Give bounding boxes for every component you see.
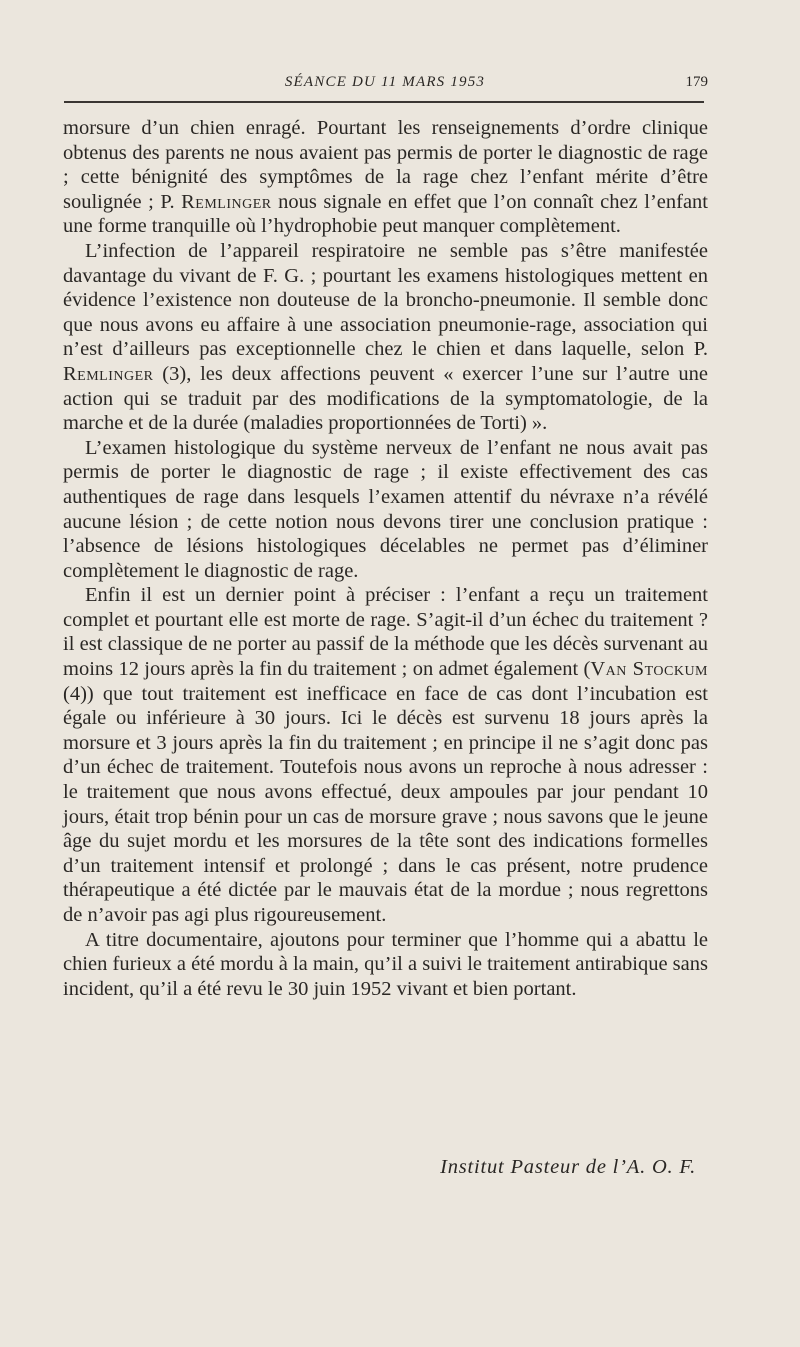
paragraph bbox=[63, 583, 708, 927]
body-text bbox=[63, 116, 708, 1001]
paragraph-text: morsure d’un chien enragé. Pourtant les renseignements d’ordre clinique obtenus des parents ne nous avaient pas permis de porter le diagnostic de rage ; cette bénignité des symptômes de la rage chez l’enfant mérite d’être soulignée ; P. bbox=[63, 117, 708, 213]
paragraph bbox=[63, 116, 708, 239]
page-header bbox=[62, 74, 708, 98]
author-name: Van Stockum bbox=[590, 658, 708, 681]
author-name: Remlinger bbox=[181, 190, 272, 213]
paragraph bbox=[63, 928, 708, 1002]
paragraph-text: nous signale en effet que l’on connaît chez l’enfant une forme tranquille où l’hydrophobie peut manquer complètement. bbox=[63, 190, 708, 238]
signature: Institut Pasteur de l’A. O. F. bbox=[440, 1156, 696, 1178]
paragraph-text: (3), les deux affections peuvent « exercer l’une sur l’autre une action qui se traduit par des modifications de la symptomatologie, de la marche et de la durée (maladies proportionnées de Torti) ». bbox=[63, 362, 708, 435]
paragraph bbox=[63, 239, 708, 436]
paragraph-text: A titre documentaire, ajoutons pour terminer que l’homme qui a abattu le chien furieux a été mordu à la main, qu’il a suivi le traitement antirabique sans incident, qu’il a été revu le 30 juin 1952 vivant et bien portant. bbox=[63, 928, 708, 1000]
paragraph-text: L’infection de l’appareil respiratoire ne semble pas s’être manifestée davantage du vivant de F. G. ; pourtant les examens histologiques mettent en évidence l’existence non douteuse de la broncho-pneumonie. Il semble donc que nous avons eu affaire à une association pneumonie-rage, association qui n’est d’ailleurs pas exceptionnelle chez le chien et dans laquelle, selon P. bbox=[63, 239, 708, 361]
paragraph-text: L’examen histologique du système nerveux de l’enfant ne nous avait pas permis de porter le diagnostic de rage ; il existe effectivement des cas authentiques de rage dans lesquels l’examen attentif du névraxe n’a révélé aucune lésion ; de cette notion nous devons tirer une conclusion pratique : l’absence de lésions histologiques décelables ne permet pas d’éliminer complètement le diagnostic de rage. bbox=[63, 436, 708, 582]
page-number: 179 bbox=[685, 74, 708, 90]
paragraph-text: (4)) que tout traitement est inefficace en face de cas dont l’incubation est égale ou inférieure à 30 jours. Ici le décès est survenu 18 jours après la morsure et 3 jours après la fin du traitement ; en principe il ne s’agit donc pas d’un échec de traitement. Toutefois nous avons un reproche à nous adresser : le traitement que nous avons effectué, deux ampoules par jour pendant 10 jours, était trop bénin pour un cas de morsure grave ; nous savons que le jeune âge du sujet mordu et les morsures de la tête sont des indications formelles d’un traitement intensif et prolongé ; dans le cas présent, notre prudence thérapeutique a été dictée par le mauvais état de la mordue ; nous regrettons de n’avoir pas agi plus rigoureusement. bbox=[63, 682, 708, 926]
paragraph-text: Enfin il est un dernier point à préciser : l’enfant a reçu un traitement complet et pourtant elle est morte de rage. S’agit-il d’un échec du traitement ? il est classique de ne porter au passif de la méthode que les décès survenant au moins 12 jours après la fin du traitement ; on admet également ( bbox=[63, 584, 708, 681]
header-rule bbox=[64, 101, 704, 103]
paragraph bbox=[63, 436, 708, 584]
author-name: Remlinger bbox=[63, 362, 154, 385]
running-head: SÉANCE DU 11 MARS 1953 bbox=[284, 74, 486, 90]
